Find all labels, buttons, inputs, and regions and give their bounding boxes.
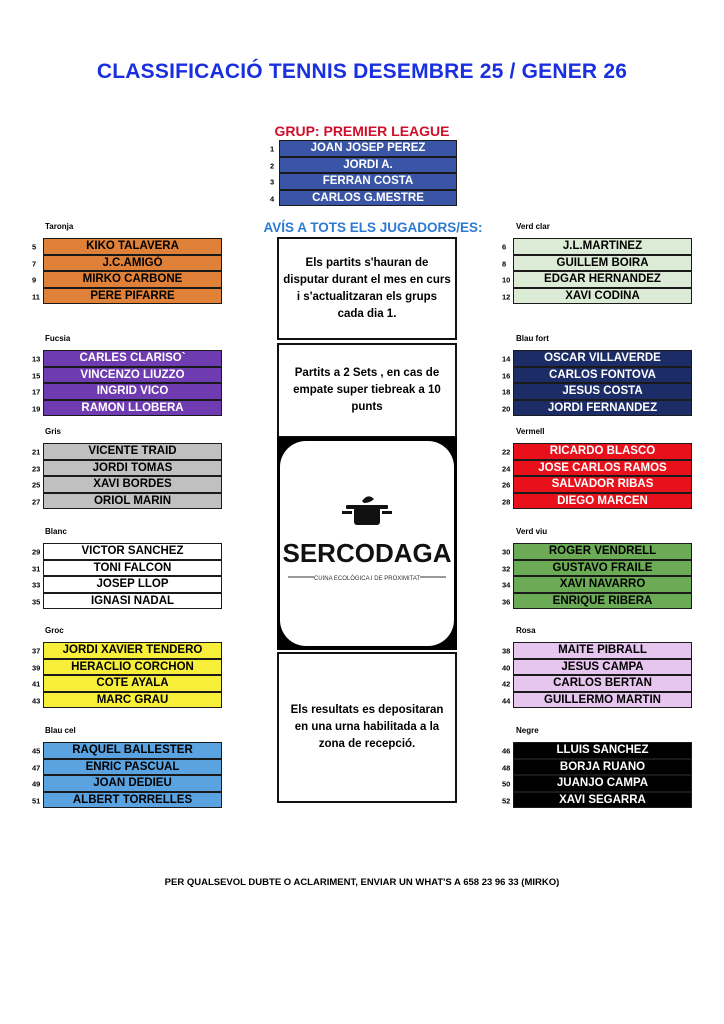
sercodaga-logo-graphic [280,441,454,646]
player-name: INGRID VICO [43,383,222,400]
player-row [29,643,229,660]
player-rank: 34 [502,580,511,590]
player-rank: 48 [502,763,511,773]
player-rank: 23 [32,464,41,474]
player-name: PERE PIFARRE [43,288,222,305]
player-name: J.C.AMIGÓ [43,255,222,272]
player-rank: 5 [32,242,37,252]
group-block-verd-clar [500,218,700,305]
notice-box-sets [277,343,457,438]
player-rank: 42 [502,679,511,689]
player-rank: 40 [502,663,511,673]
player-name: JUANJO CAMPA [513,775,692,792]
player-row [500,776,700,793]
group-block-vermell [500,423,700,510]
player-rank: 7 [32,259,37,269]
player-rank: 22 [502,447,511,457]
player-rank: 46 [502,746,511,756]
player-name: ALBERT TORRELLES [43,792,222,809]
player-rank: 49 [32,779,41,789]
player-name: KIKO TALAVERA [43,238,222,255]
player-rank: 30 [502,547,511,557]
player-row [500,676,700,693]
sercodaga-tagline: CUINA ECOLÒGICA I DE PROXIMITAT [313,576,421,582]
premier-league-title: GRUP: PREMIER LEAGUE [274,123,450,139]
player-name: JORDI TOMAS [43,460,222,477]
player-rank: 47 [32,763,41,773]
player-row [500,660,700,677]
player-row [29,793,229,810]
player-row [29,693,229,710]
player-row [29,272,229,289]
player-name: EDGAR HERNANDEZ [513,271,692,288]
player-name: TONI FALCON [43,560,222,577]
group-label: Blau cel [45,726,76,735]
player-rank: 2 [270,161,275,171]
group-block-verd-viu [500,523,700,610]
player-name: HERACLIO CORCHON [43,659,222,676]
group-label: Groc [45,626,64,635]
player-row [500,272,700,289]
player-name: ENRIC PASCUAL [43,759,222,776]
player-rank: 43 [32,696,41,706]
player-rank: 31 [32,564,41,574]
group-label: Gris [45,427,62,436]
player-name: JORDI FERNANDEZ [513,400,692,417]
player-name: ROGER VENDRELL [513,543,692,560]
sponsor-logo [277,437,457,650]
player-name: DIEGO MARCEN [513,493,692,510]
player-row [500,594,700,611]
player-row [500,743,700,760]
player-rank: 17 [32,387,41,397]
player-rank: 37 [32,646,41,656]
player-row [500,351,700,368]
player-rank: 21 [32,447,41,457]
player-name: SALVADOR RIBAS [513,476,692,493]
player-name: XAVI BORDES [43,476,222,493]
player-row [500,401,700,418]
player-name: ORIOL MARIN [43,493,222,510]
group-block-fucsia [29,330,229,417]
player-rank: 19 [32,404,41,414]
player-rank: 18 [502,387,511,397]
notice-sets-text: Partits a 2 Sets , en cas de empate super tiebreak a 10 punts [293,367,441,413]
player-row [29,660,229,677]
group-label: Blanc [45,527,67,536]
player-name: GUILLERMO MARTIN [513,692,692,709]
notice-results-text: Els resultats es depositaran en una urna habilitada a la zona de recepció. [290,704,444,750]
player-row [500,561,700,578]
player-rank: 52 [502,796,511,806]
player-row [29,384,229,401]
player-name: XAVI NAVARRO [513,576,692,593]
player-name: CARLOS BERTAN [513,675,692,692]
player-rank: 9 [32,275,37,285]
player-row [500,256,700,273]
player-rank: 3 [270,177,275,187]
player-row [500,384,700,401]
player-row [29,444,229,461]
player-rank: 41 [32,679,41,689]
player-name: JORDI A. [279,157,457,174]
group-label: Verd clar [516,222,550,231]
player-rank: 16 [502,371,511,381]
player-row [29,368,229,385]
group-block-groc [29,622,229,709]
player-rank: 51 [32,796,41,806]
player-name: GUILLEM BOIRA [513,255,692,272]
player-name: CARLES CLARISO` [43,350,222,367]
player-name: BORJA RUANO [513,759,692,776]
player-rank: 10 [502,275,511,285]
player-rank: 35 [32,597,41,607]
player-rank: 39 [32,663,41,673]
player-name: JOSE CARLOS RAMOS [513,460,692,477]
player-row [500,368,700,385]
player-row [29,401,229,418]
player-name: RICARDO BLASCO [513,443,692,460]
player-name: JOAN DEDIEU [43,775,222,792]
player-rank: 29 [32,547,41,557]
player-name: LLUIS SANCHEZ [513,742,692,759]
player-row [29,461,229,478]
player-name: GUSTAVO FRAILE [513,560,692,577]
player-row [500,494,700,511]
group-block-taronja [29,218,229,305]
player-rank: 4 [270,194,275,204]
player-row [500,693,700,710]
group-block-gris [29,423,229,510]
player-rank: 32 [502,564,511,574]
player-name: RAMON LLOBERA [43,400,222,417]
player-name: COTE AYALA [43,675,222,692]
player-rank: 13 [32,354,41,364]
player-name: JOSEP LLOP [43,576,222,593]
player-rank: 28 [502,497,511,507]
player-row [29,289,229,306]
player-row [500,643,700,660]
player-name: ENRIQUE RIBERA [513,593,692,610]
player-row [29,477,229,494]
player-name: VINCENZO LIUZZO [43,367,222,384]
player-rank: 20 [502,404,511,414]
player-name: JESUS CAMPA [513,659,692,676]
player-row [500,461,700,478]
player-row [500,289,700,306]
player-name: JESUS COSTA [513,383,692,400]
notice-box-results [277,652,457,803]
group-label: Verd viu [516,527,548,536]
player-name: VICTOR SANCHEZ [43,543,222,560]
player-row [500,544,700,561]
group-label: Negre [516,726,539,735]
player-name: MIRKO CARBONE [43,271,222,288]
player-rank: 44 [502,696,511,706]
player-rank: 14 [502,354,511,364]
group-label: Taronja [45,222,74,231]
player-rank: 25 [32,480,41,490]
player-name: IGNASI NADAL [43,593,222,610]
notice-title: AVÍS A TOTS ELS JUGADORS/ES: [263,220,483,235]
player-row [29,577,229,594]
player-name: JOAN JOSEP PEREZ [279,140,457,157]
group-block-rosa [500,622,700,709]
group-label: Vermell [516,427,545,436]
player-row [29,256,229,273]
player-row [29,594,229,611]
player-rank: 50 [502,779,511,789]
player-name: XAVI CODINA [513,288,692,305]
player-rank: 11 [32,292,40,302]
player-rank: 38 [502,646,511,656]
player-row [29,494,229,511]
player-row [500,577,700,594]
player-row [29,760,229,777]
player-name: FERRAN COSTA [279,173,457,190]
group-block-blau-cel [29,722,229,809]
player-row [500,793,700,810]
sercodaga-wordmark: SERCODAGA [282,538,452,568]
player-name: RAQUEL BALLESTER [43,742,222,759]
player-rank: 1 [270,144,275,154]
player-name: CARLOS G.MESTRE [279,190,457,207]
player-name: VICENTE TRAID [43,443,222,460]
player-rank: 6 [502,242,507,252]
group-label: Blau fort [516,334,549,343]
group-block-negre [500,722,700,809]
player-rank: 26 [502,480,511,490]
player-rank: 45 [32,746,41,756]
player-name: JORDI XAVIER TENDERO [43,642,222,659]
player-rank: 24 [502,464,511,474]
player-name: J.L.MARTINEZ [513,238,692,255]
player-name: MARC GRAU [43,692,222,709]
player-rank: 27 [32,497,41,507]
player-row [29,676,229,693]
player-rank: 12 [502,292,511,302]
player-rank: 33 [32,580,41,590]
player-row [29,544,229,561]
notice-schedule-text: Els partits s'hauran de disputar durant el mes en curs i s'actualitzaran els grups cada dia 1. [283,256,451,320]
player-row [29,561,229,578]
player-row [500,444,700,461]
player-row [29,743,229,760]
group-label: Fucsia [45,334,71,343]
group-label: Rosa [516,626,536,635]
player-row [29,776,229,793]
player-row [500,477,700,494]
player-row [29,351,229,368]
player-row [29,239,229,256]
player-name: MAITE PIBRALL [513,642,692,659]
page-title: CLASSIFICACIÓ TENNIS DESEMBRE 25 / GENER 26 [96,60,628,83]
player-name: CARLOS FONTOVA [513,367,692,384]
player-name: OSCAR VILLAVERDE [513,350,692,367]
notice-box-schedule [277,237,457,340]
footer-contact: PER QUALSEVOL DUBTE O ACLARIMENT, ENVIAR UN WHAT'S A 658 23 96 33 (MIRKO) [164,877,560,888]
player-rank: 8 [502,259,507,269]
player-row [500,239,700,256]
sponsor-logo-card [280,441,454,646]
group-block-blau-fort [500,330,700,417]
group-block-blanc [29,523,229,610]
player-name: XAVI SEGARRA [513,792,692,809]
cooking-pot-icon [342,496,392,525]
player-row [500,760,700,777]
player-rank: 15 [32,371,41,381]
player-rank: 36 [502,597,511,607]
